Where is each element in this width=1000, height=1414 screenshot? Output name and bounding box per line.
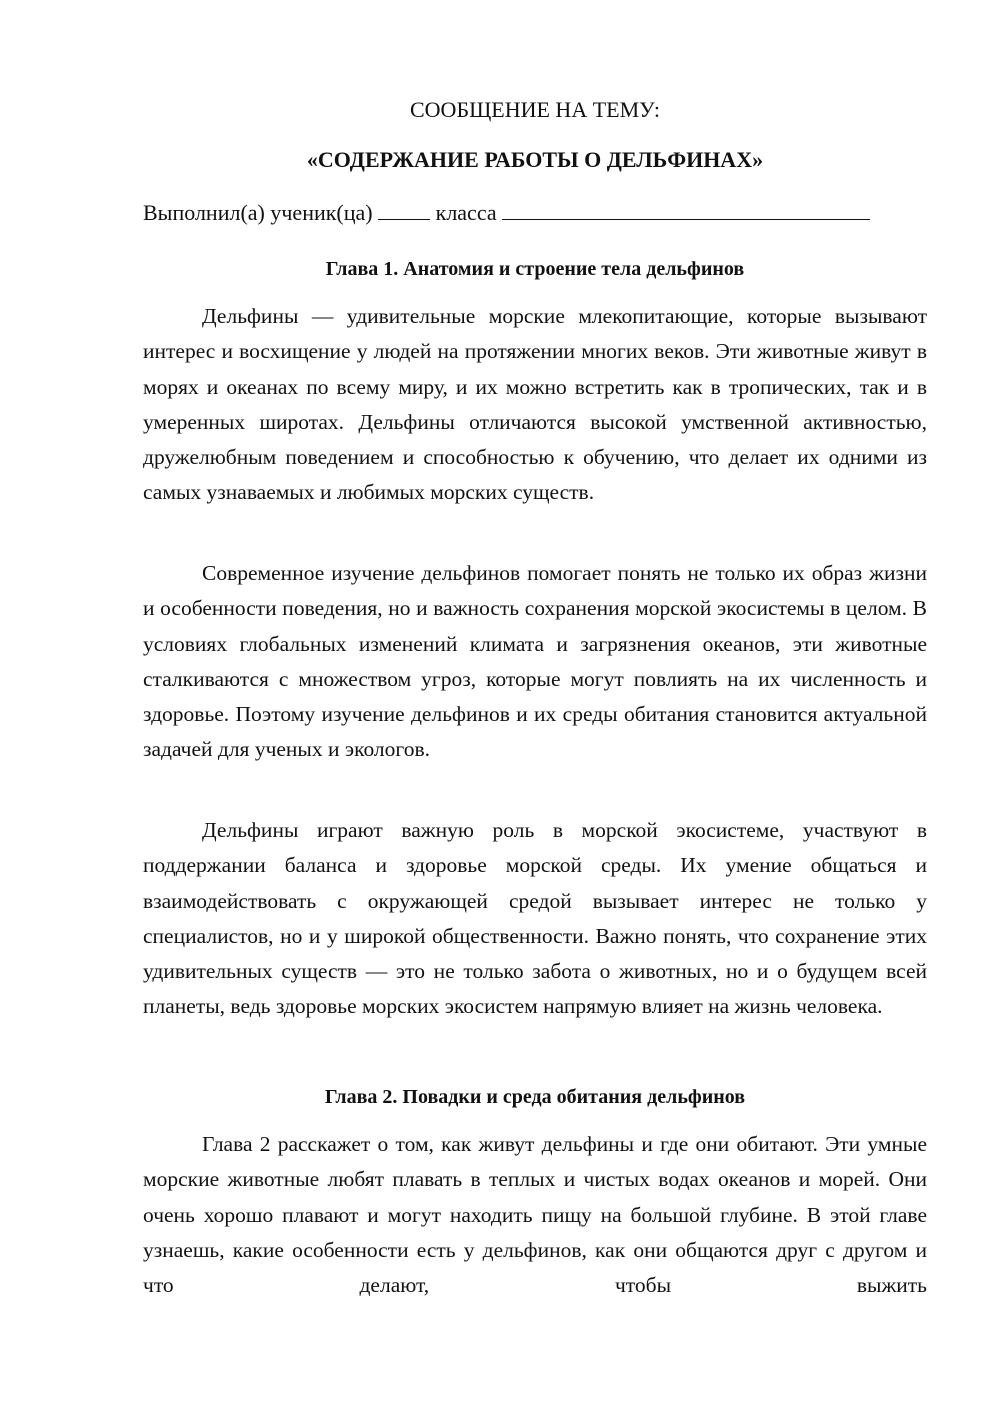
document-title-line1: СООБЩЕНИЕ НА ТЕМУ: [410, 97, 660, 122]
signature-line [143, 197, 927, 228]
signature-prefix: Выполнил(а) ученик(ца) [143, 200, 373, 225]
chapter1-paragraph-1: Дельфины — удивительные морские млекопитающие, которые вызывают интерес и восхищение у людей на протяжении многих веков. Эти животные живут в морях и океанах по всему миру, и их можно встретить как в тропических, так и в умеренных широтах. Дельфины отличаются высокой умственной активностью, дружелюбным поведением и способностью к обучению, что делает их одними из самых узнаваемых и любимых морских существ. [143, 304, 927, 505]
signature-class-label: класса [435, 200, 497, 225]
chapter1-heading: Глава 1. Анатомия и строение тела дельфинов [325, 258, 745, 280]
chapter1-paragraph-2: Современное изучение дельфинов помогает понять не только их образ жизни и особенности поведения, но и важность сохранения морской экосистемы в целом. В условиях глобальных изменений климата и загрязнения океанов, эти животные сталкиваются с множеством угроз, которые могут повлиять на их численность и здоровье. Поэтому изучение дельфинов и их среды обитания становится актуальной задачей для ученых и экологов. [143, 561, 927, 762]
grade-blank[interactable] [378, 197, 430, 220]
chapter1-paragraph-3: Дельфины играют важную роль в морской экосистеме, участвуют в поддержании баланса и здоровье морской среды. Их умение общаться и взаимодействовать с окружающей средой вызывает интерес не только у специалистов, но и у широкой общественности. Важно понять, что сохранение этих удивительных существ — это не только забота о животных, но и о будущем всей планеты, ведь здоровье морских экосистем напрямую влияет на жизнь человека. [143, 818, 927, 1019]
document-title-line2: «СОДЕРЖАНИЕ РАБОТЫ О ДЕЛЬФИНАХ» [306, 147, 764, 172]
chapter2-paragraph-1: Глава 2 расскажет о том, как живут дельфины и где они обитают. Эти умные морские животные любят плавать в теплых и чистых водах океанов и морей. Они очень хорошо плавают и могут находить пищу на большой глубине. В этой главе узнаешь, какие особенности есть у дельфинов, как они общаются друг с другом и что делают, чтобы выжить [143, 1132, 927, 1298]
chapter2-heading: Глава 2. Повадки и среда обитания дельфинов [324, 1086, 746, 1108]
name-blank[interactable] [502, 197, 870, 220]
